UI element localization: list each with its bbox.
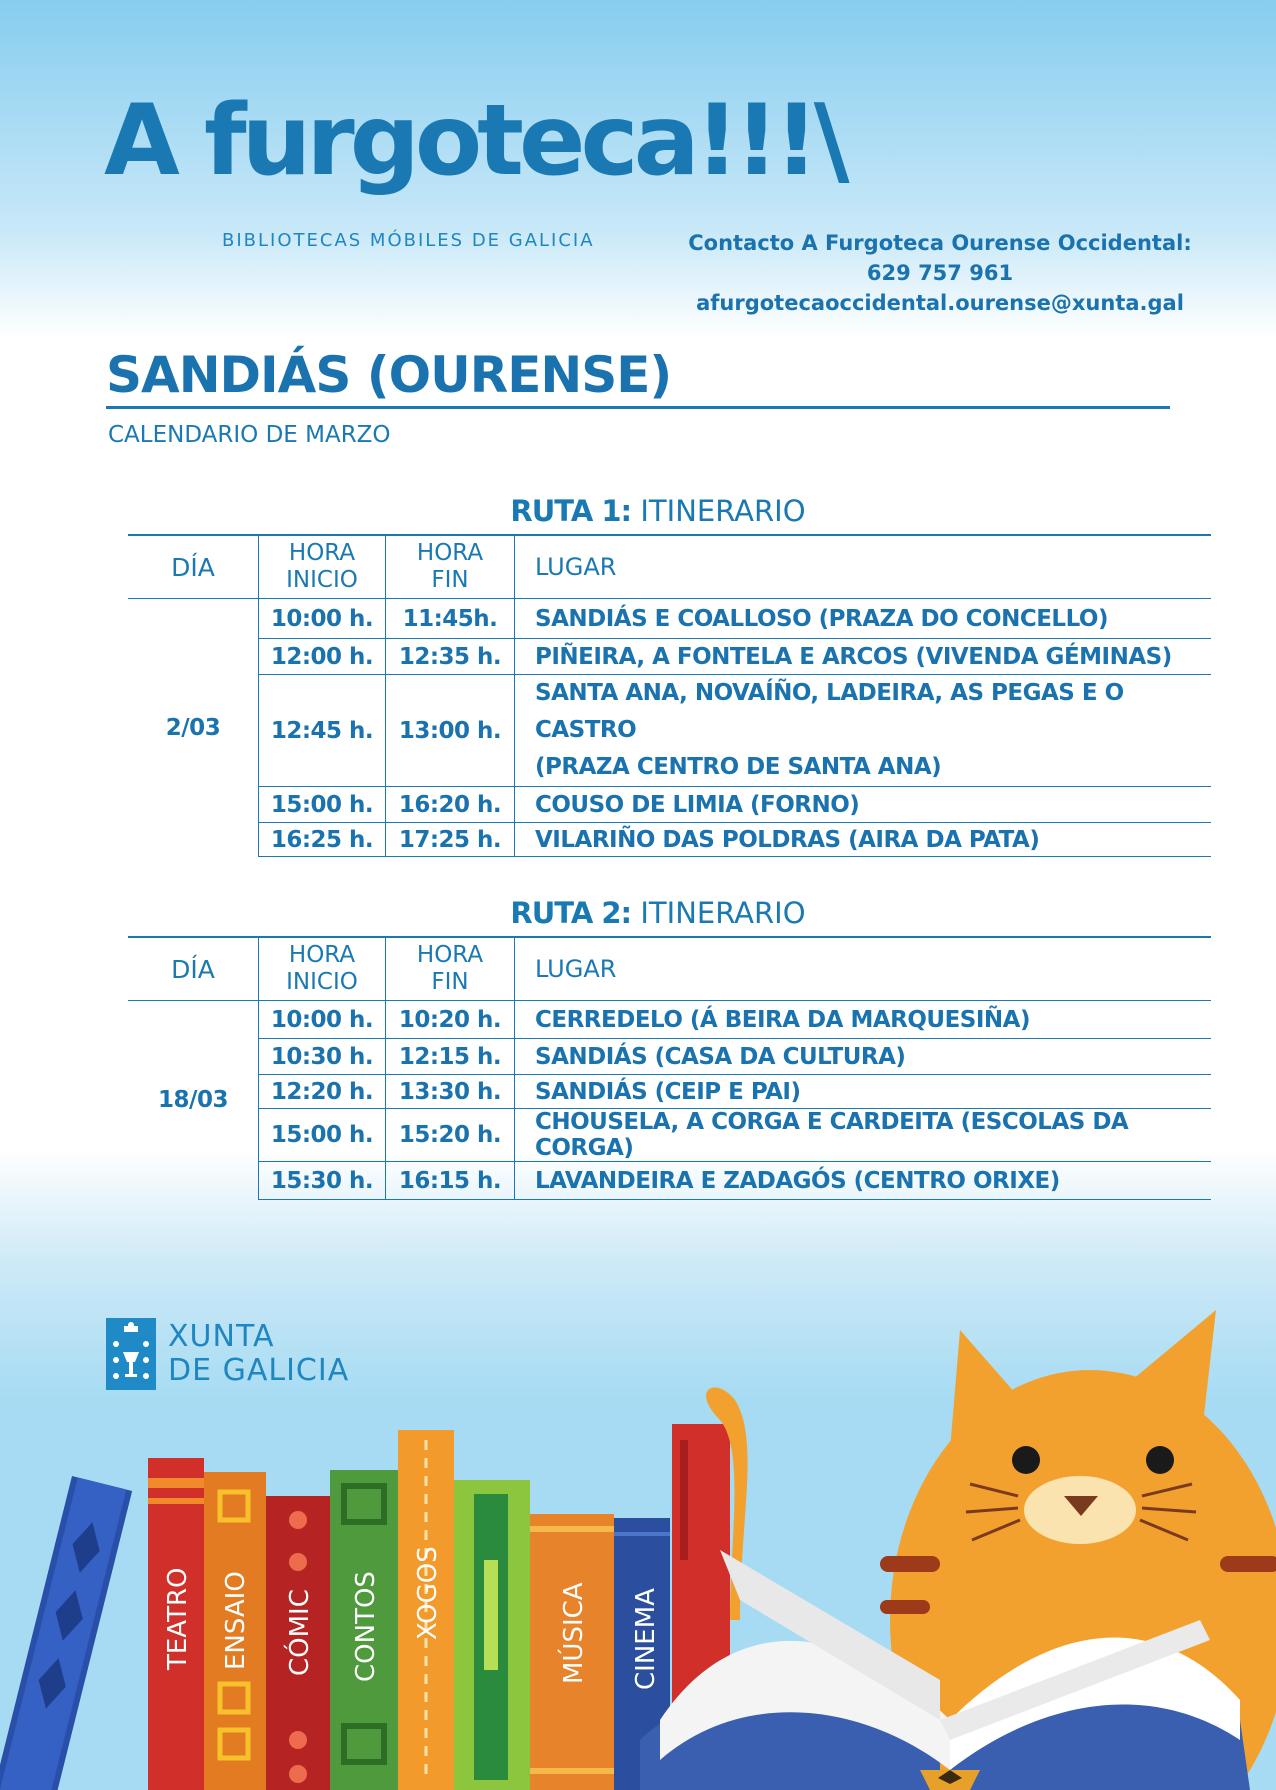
- end-time: 13:30 h.: [386, 1075, 515, 1109]
- calendar-subtitle: CALENDARIO DE MARZO: [108, 422, 391, 448]
- start-time: 12:00 h.: [259, 639, 386, 675]
- end-time: 16:15 h.: [386, 1162, 515, 1200]
- place: SANDIÁS (CASA DA CULTURA): [515, 1039, 1212, 1075]
- place: PIÑEIRA, A FONTELA E ARCOS (VIVENDA GÉMINAS): [515, 639, 1212, 675]
- col-end: HORA FIN: [386, 535, 515, 599]
- start-time: 15:30 h.: [259, 1162, 386, 1200]
- book-contos: [330, 1470, 398, 1790]
- page-title: SANDIÁS (OURENSE): [106, 346, 672, 404]
- start-time: 15:00 h.: [259, 787, 386, 823]
- place: VILARIÑO DAS POLDRAS (AIRA DA PATA): [515, 823, 1212, 857]
- col-place: LUGAR: [515, 937, 1212, 1001]
- book-label-ensaio: ENSAIO: [221, 1571, 251, 1670]
- contact-email: afurgotecaoccidental.ourense@xunta.gal: [696, 291, 1184, 315]
- place: CHOUSELA, A CORGA E CARDEITA (ESCOLAS DA CORGA): [515, 1109, 1212, 1162]
- brand-title: A furgoteca!!!\: [104, 84, 845, 198]
- table-row: [128, 1109, 1211, 1162]
- book-lime: [454, 1480, 530, 1790]
- table-row: [128, 675, 1211, 787]
- route-1-label: ITINERARIO: [640, 494, 806, 528]
- book-xogos: [398, 1430, 454, 1790]
- table-row: [128, 1039, 1211, 1075]
- end-time: 15:20 h.: [386, 1109, 515, 1162]
- contact-phone: 629 757 961: [866, 261, 1014, 285]
- book-label-teatro: TEATRO: [163, 1567, 193, 1670]
- table-header: [128, 937, 1211, 1001]
- route-1-table: [128, 534, 1211, 857]
- book-blue-leaning: [0, 1476, 132, 1790]
- end-time: 13:00 h.: [386, 675, 515, 787]
- place: CERREDELO (Á BEIRA DA MARQUESIÑA): [515, 1001, 1212, 1039]
- book-musica: [530, 1514, 614, 1790]
- col-start: HORA INICIO: [259, 937, 386, 1001]
- start-time: 10:30 h.: [259, 1039, 386, 1075]
- table-row: [128, 639, 1211, 675]
- end-time: 12:15 h.: [386, 1039, 515, 1075]
- route-2-label: ITINERARIO: [640, 896, 806, 930]
- route-1-day: 2/03: [128, 599, 259, 857]
- book-label-cinema: CINEMA: [631, 1588, 661, 1690]
- title-divider: [106, 406, 1170, 409]
- tagline: BIBLIOTECAS MÓBILES DE GALICIA: [222, 230, 595, 251]
- table-row: [128, 1162, 1211, 1200]
- place: COUSO DE LIMIA (FORNO): [515, 787, 1212, 823]
- place: SANDIÁS E COALLOSO (PRAZA DO CONCELLO): [515, 599, 1212, 639]
- start-time: 12:45 h.: [259, 675, 386, 787]
- end-time: 10:20 h.: [386, 1001, 515, 1039]
- start-time: 10:00 h.: [259, 1001, 386, 1039]
- table-row: [128, 823, 1211, 857]
- books-cat-illustration: [0, 1300, 1276, 1790]
- route-2-name: RUTA 2:: [510, 896, 632, 930]
- end-time: 16:20 h.: [386, 787, 515, 823]
- table-row: [128, 787, 1211, 823]
- xunta-text: XUNTA DE GALICIA: [168, 1319, 350, 1388]
- book-teatro: [148, 1458, 204, 1790]
- start-time: 12:20 h.: [259, 1075, 386, 1109]
- col-day: DÍA: [128, 535, 259, 599]
- end-time: 11:45h.: [386, 599, 515, 639]
- end-time: 17:25 h.: [386, 823, 515, 857]
- place: SANDIÁS (CEIP E PAI): [515, 1075, 1212, 1109]
- route-2-day: 18/03: [128, 1001, 259, 1200]
- table-row: [128, 599, 1211, 639]
- end-time: 12:35 h.: [386, 639, 515, 675]
- book-ensaio: [204, 1472, 266, 1790]
- place: LAVANDEIRA E ZADAGÓS (CENTRO ORIXE): [515, 1162, 1212, 1200]
- contact-title: Contacto A Furgoteca Ourense Occidental:: [688, 231, 1192, 255]
- book-label-comic: CÓMIC: [285, 1589, 315, 1676]
- start-time: 10:00 h.: [259, 599, 386, 639]
- contact-block: [660, 228, 1220, 318]
- book-label-musica: MÚSICA: [559, 1582, 589, 1684]
- table-row: [128, 1001, 1211, 1039]
- col-start: HORA INICIO: [259, 535, 386, 599]
- start-time: 15:00 h.: [259, 1109, 386, 1162]
- route-1-name: RUTA 1:: [510, 494, 632, 528]
- book-label-xogos: XOGOS: [413, 1546, 443, 1640]
- book-comic: [266, 1496, 330, 1790]
- table-header: [128, 535, 1211, 599]
- book-label-contos: CONTOS: [351, 1571, 381, 1682]
- route-2-title: [128, 896, 1188, 930]
- start-time: 16:25 h.: [259, 823, 386, 857]
- table-row: [128, 1075, 1211, 1109]
- col-end: HORA FIN: [386, 937, 515, 1001]
- route-2-table: [128, 936, 1211, 1200]
- col-place: LUGAR: [515, 535, 1212, 599]
- col-day: DÍA: [128, 937, 259, 1001]
- route-1-title: [128, 494, 1188, 528]
- place: SANTA ANA, NOVAÍÑO, LADEIRA, AS PEGAS E O CASTRO (PRAZA CENTRO DE SANTA ANA): [515, 675, 1212, 787]
